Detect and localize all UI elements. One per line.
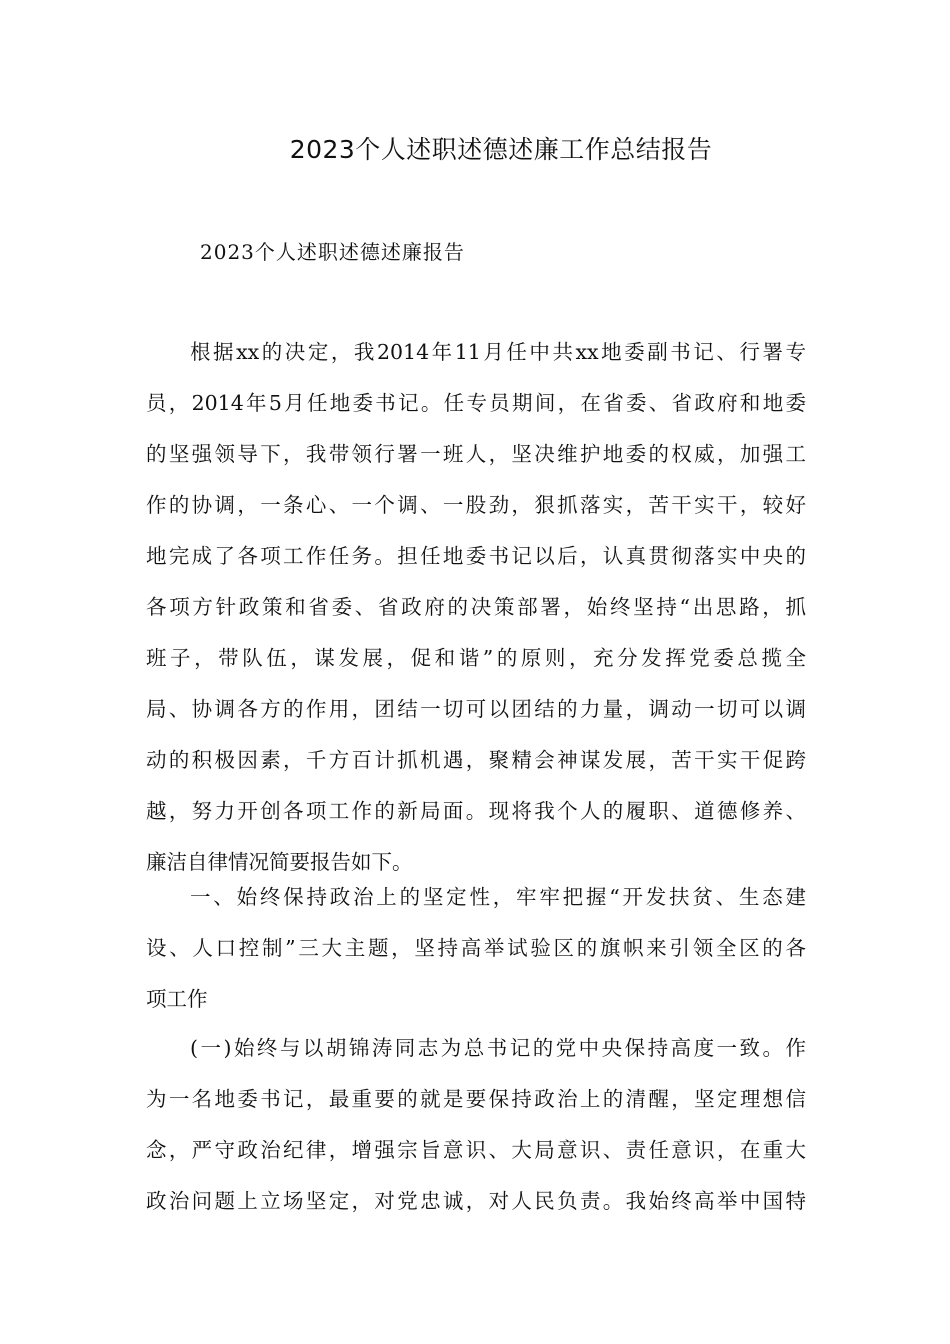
section-line: 一、始终保持政治上的坚定性，牢牢把握“开发扶贫、生态建 [190,885,806,909]
subsection-line: (一)始终与以胡锦涛同志为总书记的党中央保持高度一致。作 [190,1036,806,1060]
paragraph-line: 动的积极因素，千方百计抓机遇，聚精会神谋发展，苦干实干促跨 [146,748,806,772]
subsection-line: 念，严守政治纪律，增强宗旨意识、大局意识、责任意识，在重大 [146,1138,806,1162]
document-subtitle: 2023个人述职述德述廉报告 [200,240,465,264]
paragraph-line: 地完成了各项工作任务。担任地委书记以后，认真贯彻落实中央的 [146,544,806,568]
paragraph-line: 越，努力开创各项工作的新局面。现将我个人的履职、道德修养、 [146,799,806,823]
section-heading-1 [146,872,806,1025]
paragraph-line: 班子，带队伍，谋发展，促和谐”的原则，充分发挥党委总揽全 [146,646,806,670]
paragraph-line: 根据xx的决定，我2014年11月任中共xx地委副书记、行署专 [190,340,806,364]
paragraph-line: 员，2014年5月任地委书记。任专员期间，在省委、省政府和地委 [146,391,806,415]
subsection-line: 政治问题上立场坚定，对党忠诚，对人民负责。我始终高举中国特 [146,1189,806,1213]
paragraph-line: 作的协调，一条心、一个调、一股劲，狠抓落实，苦干实干，较好 [146,493,806,517]
document-title: 2023个人述职述德述廉工作总结报告 [289,135,713,164]
subsection-1 [146,1023,806,1227]
paragraph-intro [146,327,806,888]
section-line: 设、人口控制”三大主题，坚持高举试验区的旗帜来引领全区的各 [146,936,806,960]
paragraph-line: 廉洁自律情况简要报告如下。 [146,850,413,874]
paragraph-line: 各项方针政策和省委、省政府的决策部署，始终坚持“出思路，抓 [146,595,806,619]
subsection-line: 为一名地委书记，最重要的就是要保持政治上的清醒，坚定理想信 [146,1087,806,1111]
paragraph-line: 的坚强领导下，我带领行署一班人，坚决维护地委的权威，加强工 [146,442,806,466]
paragraph-line: 局、协调各方的作用，团结一切可以团结的力量，调动一切可以调 [146,697,806,721]
section-line: 项工作 [146,987,208,1011]
